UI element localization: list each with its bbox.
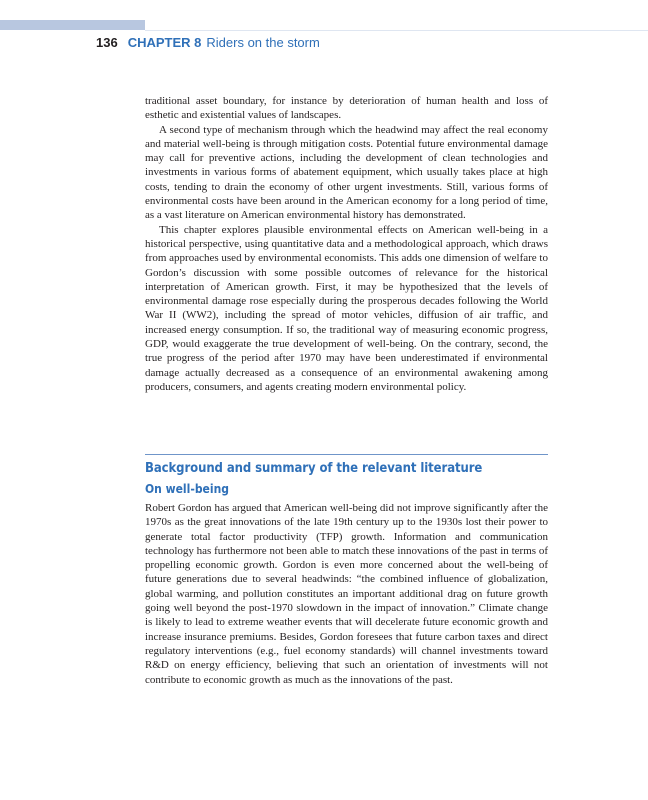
running-head (96, 35, 320, 53)
body-text-bottom (145, 501, 548, 687)
chapter-label: CHAPTER 8 (127, 35, 202, 50)
paragraph: A second type of mechanism through which the headwind may affect the real economy and material well-being is through mitigation costs. Potential future environmental damage may call for preventive actions, including the development of clean technologies and investments in various forms of abatement equipment, which usually takes place at high costs, tending to drain the economy of other urgent investments. Still, various forms of environmental costs have been around in the American economy for a long period of time, as a vast literature on American environmental history has demonstrated. (145, 123, 548, 222)
header-rule (145, 30, 648, 31)
subsection-heading: On well-being (145, 482, 229, 496)
page-number: 136 (96, 35, 118, 50)
body-text-top (145, 94, 548, 394)
section-heading: Background and summary of the relevant literature (145, 461, 483, 476)
paragraph: This chapter explores plausible environmental effects on American well-being in a historical perspective, using quantitative data and a methodological approach, which draws from approaches used by environmental economists. This adds one dimension of welfare to Gordon’s discussion with some possible outcomes of relevance for the historical interpretation of American growth. First, it may be hypothesized that the levels of environmental damage rose especially during the prosperous decades following the World War II (WW2), including the spread of motor vehicles, diffusion of air traffic, and increased energy consumption. If so, the traditional way of measuring economic progress, GDP, would exaggerate the true development of well-being. On the contrary, second, the true progress of the period after 1970 may have been underestimated if environmental damage actually decreased as a consequence of an environmental awakening among producers, consumers, and agents creating modern environmental policy. (145, 223, 548, 393)
paragraph: traditional asset boundary, for instance by deterioration of human health and loss of esthetic and existential values of landscapes. (145, 95, 548, 122)
section-divider (145, 454, 548, 455)
chapter-title: Riders on the storm (206, 35, 320, 50)
header-accent-bar (0, 20, 145, 30)
paragraph: Robert Gordon has argued that American well-being did not improve significantly after the 1970s as the great innovations of the late 19th century up to the 1930s lost their power to generate total factor productivity (TFP) growth. Information and communication technology has furthermore not been able to match these innovations of the past in terms of propelling economic growth. Gordon is even more concerned about the well-being of future generations due to several headwinds: “the combined influence of globalization, global warming, and pollution constitutes an important additional drag on future growth going well beyond the post-1970 slowdown in the impact of innovation.” Climate change is likely to lead to extreme weather events that will decelerate future economic growth and increase insurance premiums. Besides, Gordon foresees that future carbon taxes and direct regulatory interventions (e.g., fuel economy standards) will channel investments toward R&D on energy efficiency, believing that such an orientation of investments will not contribute to economic growth as much as the innovations of the past. (145, 502, 548, 686)
